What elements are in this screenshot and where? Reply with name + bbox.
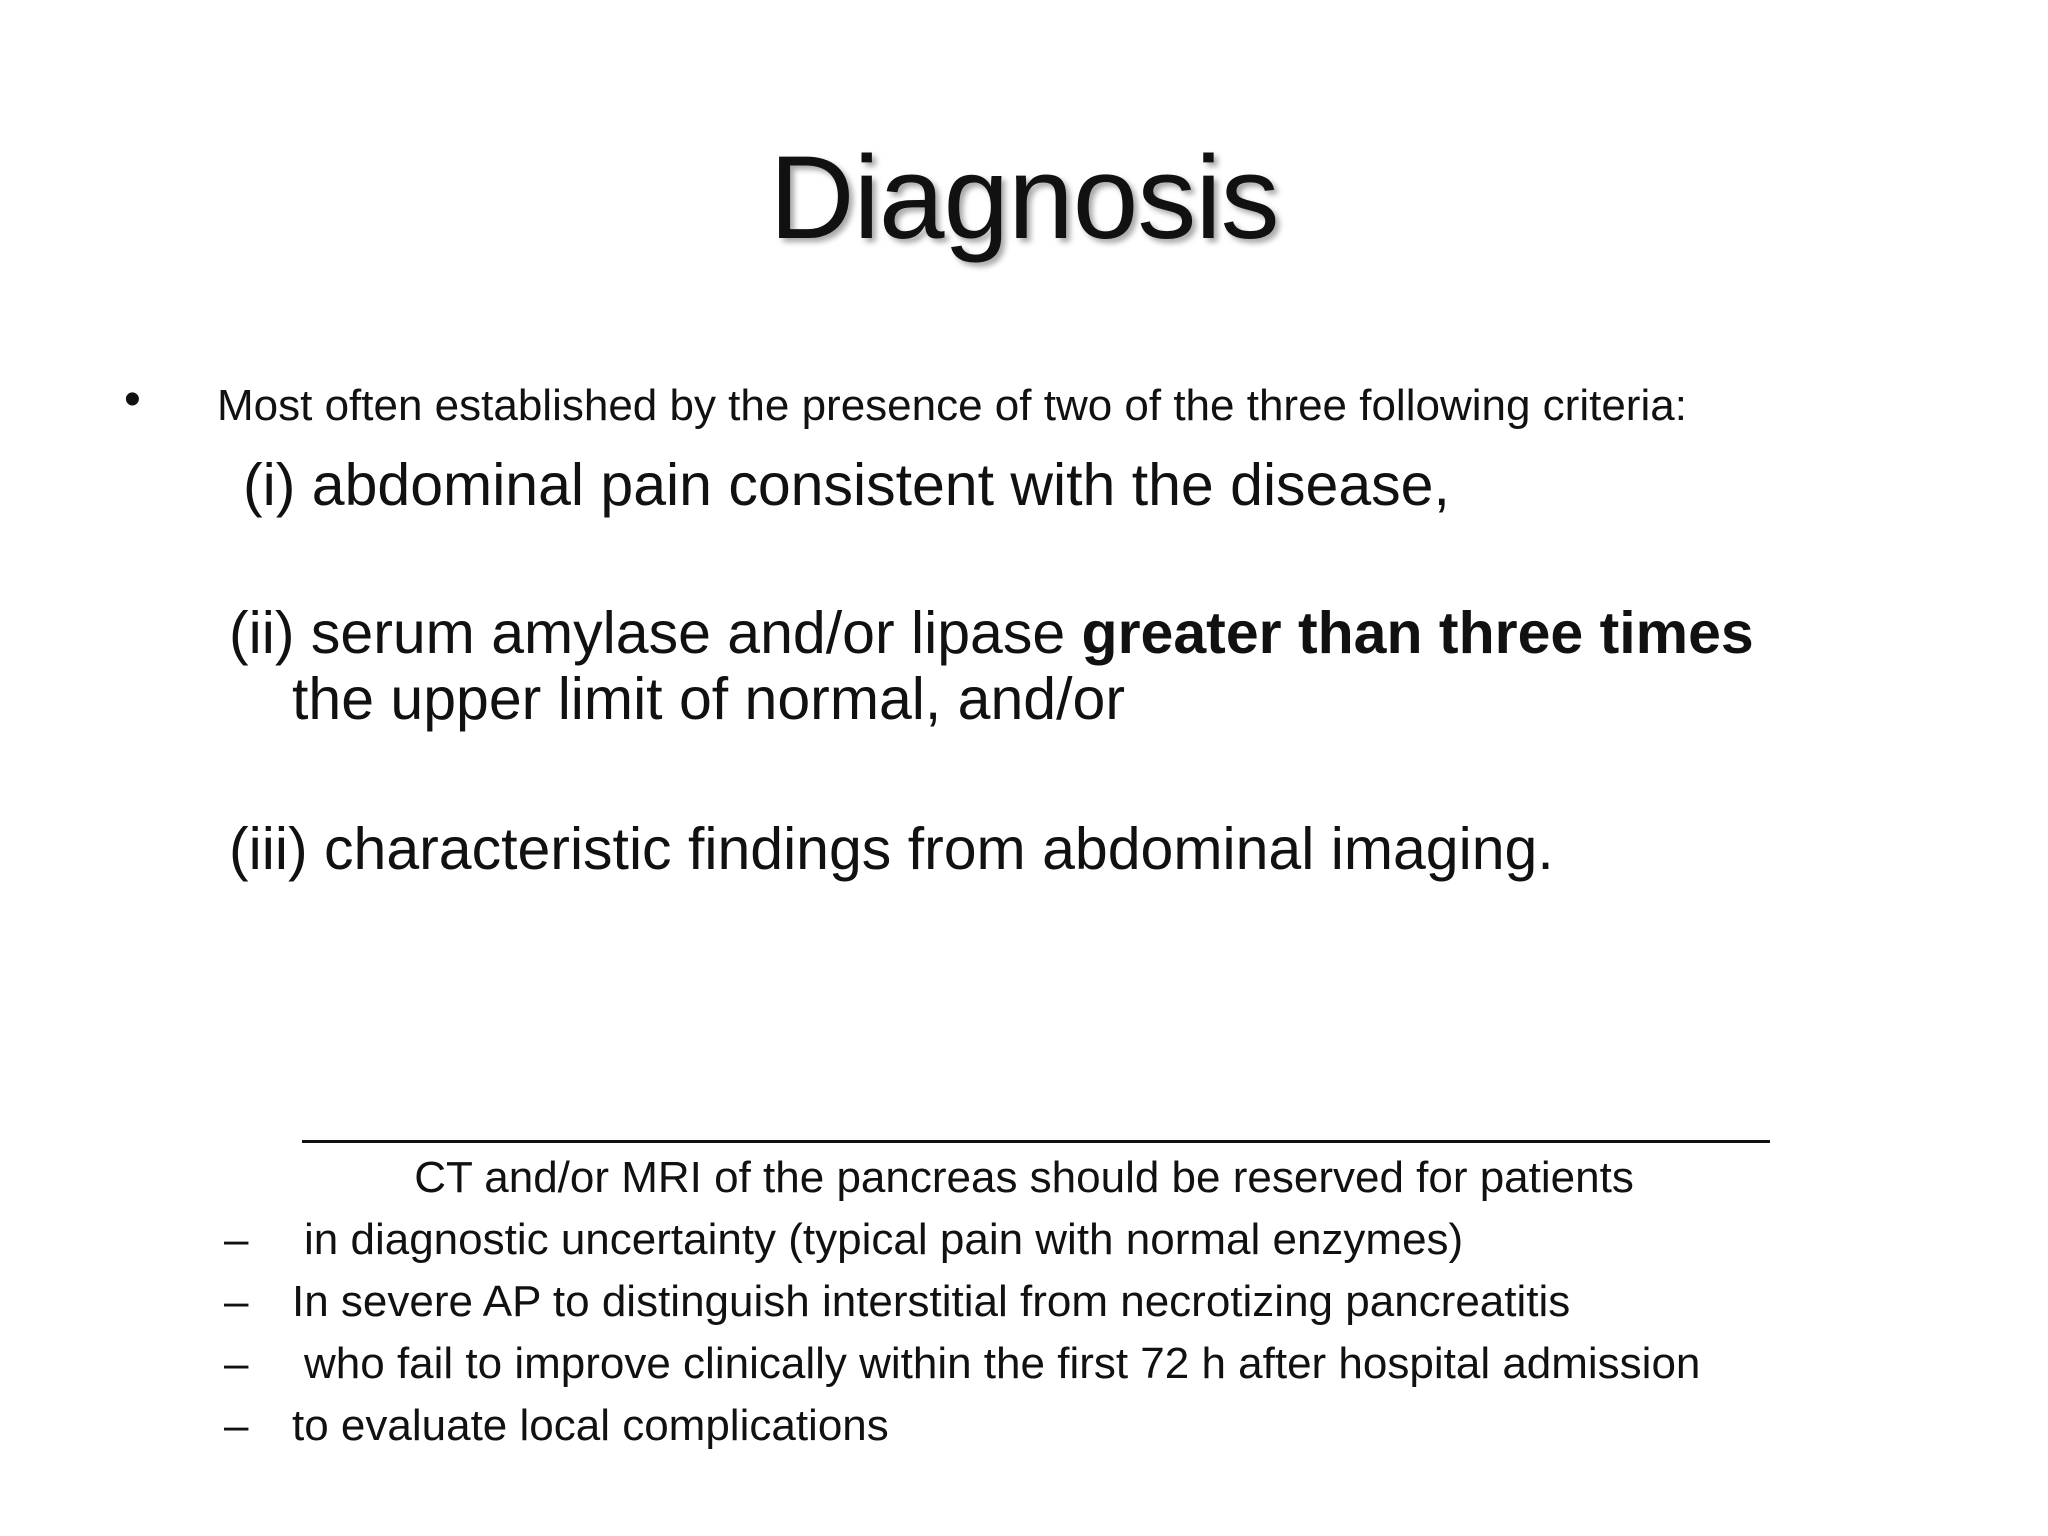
- criterion-ii-emphasis: greater than three times: [1081, 600, 1754, 666]
- footnote-item: [224, 1336, 1700, 1392]
- footnote-heading: CT and/or MRI of the pancreas should be reserved for patients: [414, 1153, 1634, 1202]
- dash-icon: –: [224, 1339, 249, 1388]
- footnote-item-text: in diagnostic uncertainty (typical pain with normal enzymes): [304, 1215, 1464, 1264]
- criterion-ii-text: (ii) serum amylase and/or lipase: [229, 600, 1082, 666]
- footnote-item-text: In severe AP to distinguish interstitial from necrotizing pancreatitis: [292, 1277, 1571, 1326]
- footnote-item: [224, 1398, 889, 1454]
- intro-text: Most often established by the presence of two of the three following criteria:: [217, 381, 1687, 430]
- criterion-iii: (iii) characteristic ﬁndings from abdominal imaging.: [229, 816, 1554, 882]
- slide-title: Diagnosis: [769, 132, 1279, 264]
- criterion-i: (i) abdominal pain consistent with the disease,: [243, 452, 1450, 518]
- criterion-ii: [229, 600, 1754, 666]
- footnote-item: [224, 1212, 1463, 1268]
- dash-icon: –: [224, 1215, 249, 1264]
- dash-icon: –: [224, 1277, 249, 1326]
- footnote-item: [224, 1274, 1570, 1330]
- dash-icon: –: [224, 1401, 249, 1450]
- footnote-item-text: who fail to improve clinically within the ﬁrst 72 h after hospital admission: [304, 1339, 1701, 1388]
- criterion-ii-continuation: the upper limit of normal, and/or: [292, 666, 1125, 732]
- footnote-item-text: to evaluate local complications: [292, 1401, 889, 1450]
- bullet-icon: •: [124, 373, 141, 426]
- divider-line: [302, 1140, 1770, 1143]
